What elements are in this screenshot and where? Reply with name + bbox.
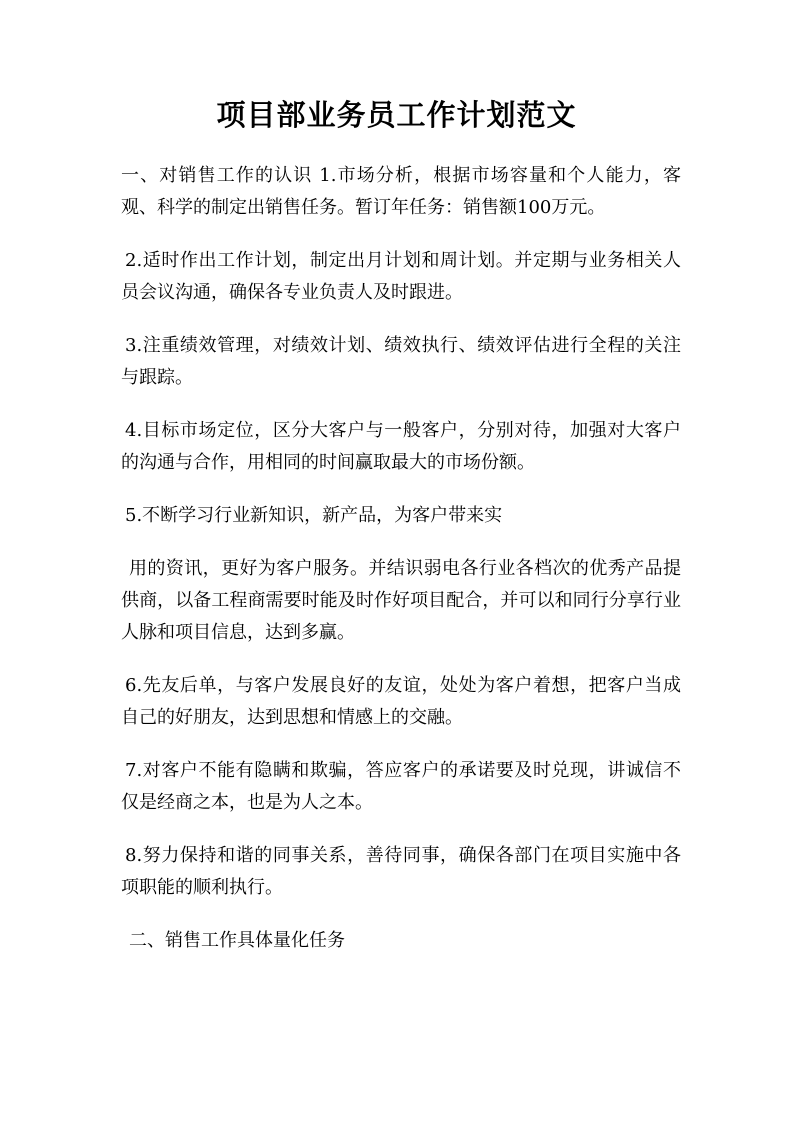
document-body [121,160,681,957]
document-title: 项目部业务员工作计划范文 [216,98,577,132]
paragraph-1: 一、对销售工作的认识 1.市场分析，根据市场容量和个人能力，客观、科学的制定出销售任务。暂订年任务：销售额100万元。 [121,165,681,218]
paragraph-3: 3.注重绩效管理，对绩效计划、绩效执行、绩效评估进行全程的关注与跟踪。 [121,335,681,388]
paragraph-5: 5.不断学习行业新知识，新产品，为客户带来实 [125,505,503,526]
section-heading-2: 二、销售工作具体量化任务 [129,930,345,951]
paragraph-7: 6.先友后单，与客户发展良好的友谊，处处为客户着想，把客户当成自己的好朋友，达到思想和情感上的交融。 [121,675,681,728]
paragraph-4: 4.目标市场定位，区分大客户与一般客户，分别对待，加强对大客户的沟通与合作，用相同的时间赢取最大的市场份额。 [121,420,681,473]
paragraph-8: 7.对客户不能有隐瞒和欺骗，答应客户的承诺要及时兑现，讲诚信不仅是经商之本，也是为人之本。 [121,760,681,813]
paragraph-2: 2.适时作出工作计划，制定出月计划和周计划。并定期与业务相关人员会议沟通，确保各专业负责人及时跟进。 [121,250,681,303]
paragraph-6: 用的资讯，更好为客户服务。并结识弱电各行业各档次的优秀产品提供商，以备工程商需要时能及时作好项目配合，并可以和同行分享行业人脉和项目信息，达到多赢。 [121,558,681,643]
paragraph-9: 8.努力保持和谐的同事关系，善待同事，确保各部门在项目实施中各项职能的顺利执行。 [121,845,681,898]
